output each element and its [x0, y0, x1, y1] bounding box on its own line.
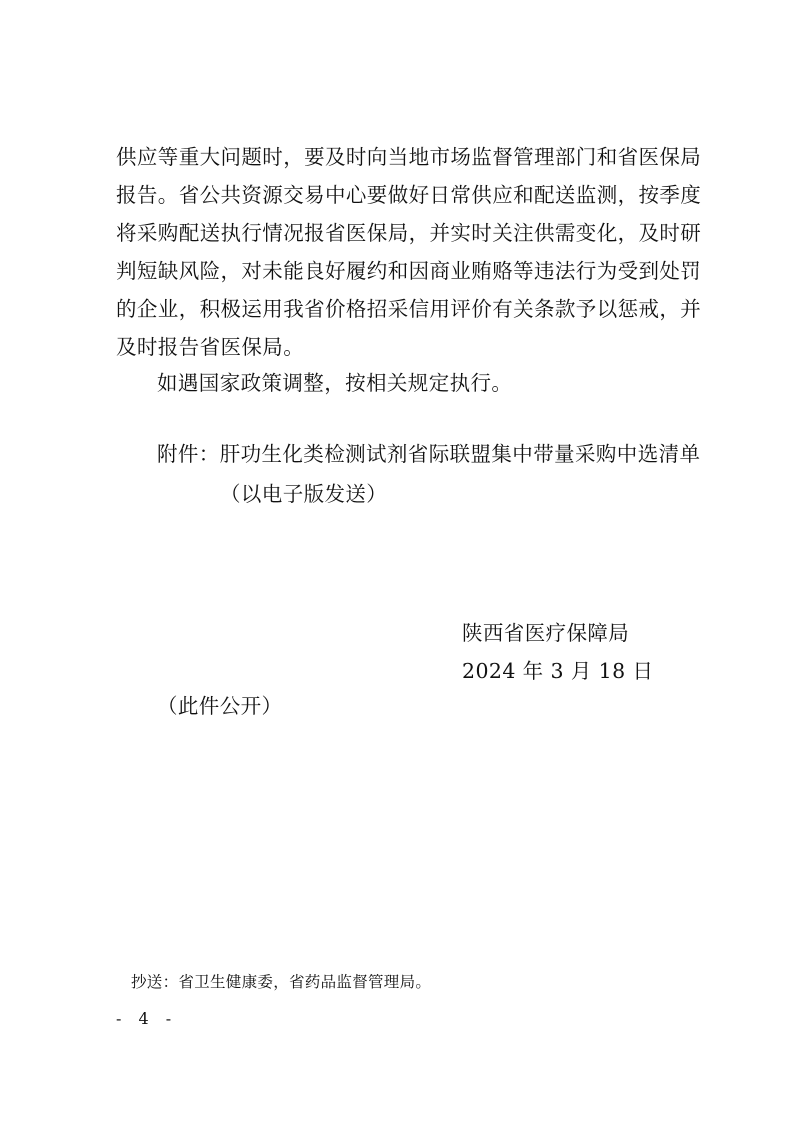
issuing-organization: 陕西省医疗保障局	[462, 621, 630, 645]
cc-label: 抄送：	[131, 973, 179, 991]
issue-date: 2024 年 3 月 18 日	[462, 659, 654, 683]
paragraph-line: 的企业，积极运用我省价格招采信用评价有关条款予以惩戒，并	[116, 297, 702, 321]
paragraph-line: 供应等重大问题时，要及时向当地市场监督管理部门和省医保局	[116, 145, 702, 169]
attachment-title: 肝功生化类检测试剂省际联盟集中带量采购中选清单	[219, 442, 701, 466]
disclosure-note: （此件公开）	[157, 694, 283, 718]
attachment-note: （以电子版发送）	[220, 482, 388, 506]
paragraph-line: 及时报告省医保局。	[116, 335, 305, 359]
cc-recipients: 省卫生健康委，省药品监督管理局。	[178, 973, 432, 991]
attachment-label: 附件：	[157, 442, 220, 466]
paragraph-line: 判短缺风险，对未能良好履约和因商业贿赂等违法行为受到处罚	[116, 259, 702, 283]
page-number: - 4 -	[116, 1009, 178, 1028]
cc-line	[131, 970, 431, 994]
attachment-line	[157, 440, 700, 468]
policy-adjustment-paragraph: 如遇国家政策调整，按相关规定执行。	[157, 371, 513, 395]
paragraph-line: 报告。省公共资源交易中心要做好日常供应和配送监测，按季度	[116, 183, 702, 207]
paragraph-line: 将采购配送执行情况报省医保局，并实时关注供需变化，及时研	[116, 221, 702, 245]
